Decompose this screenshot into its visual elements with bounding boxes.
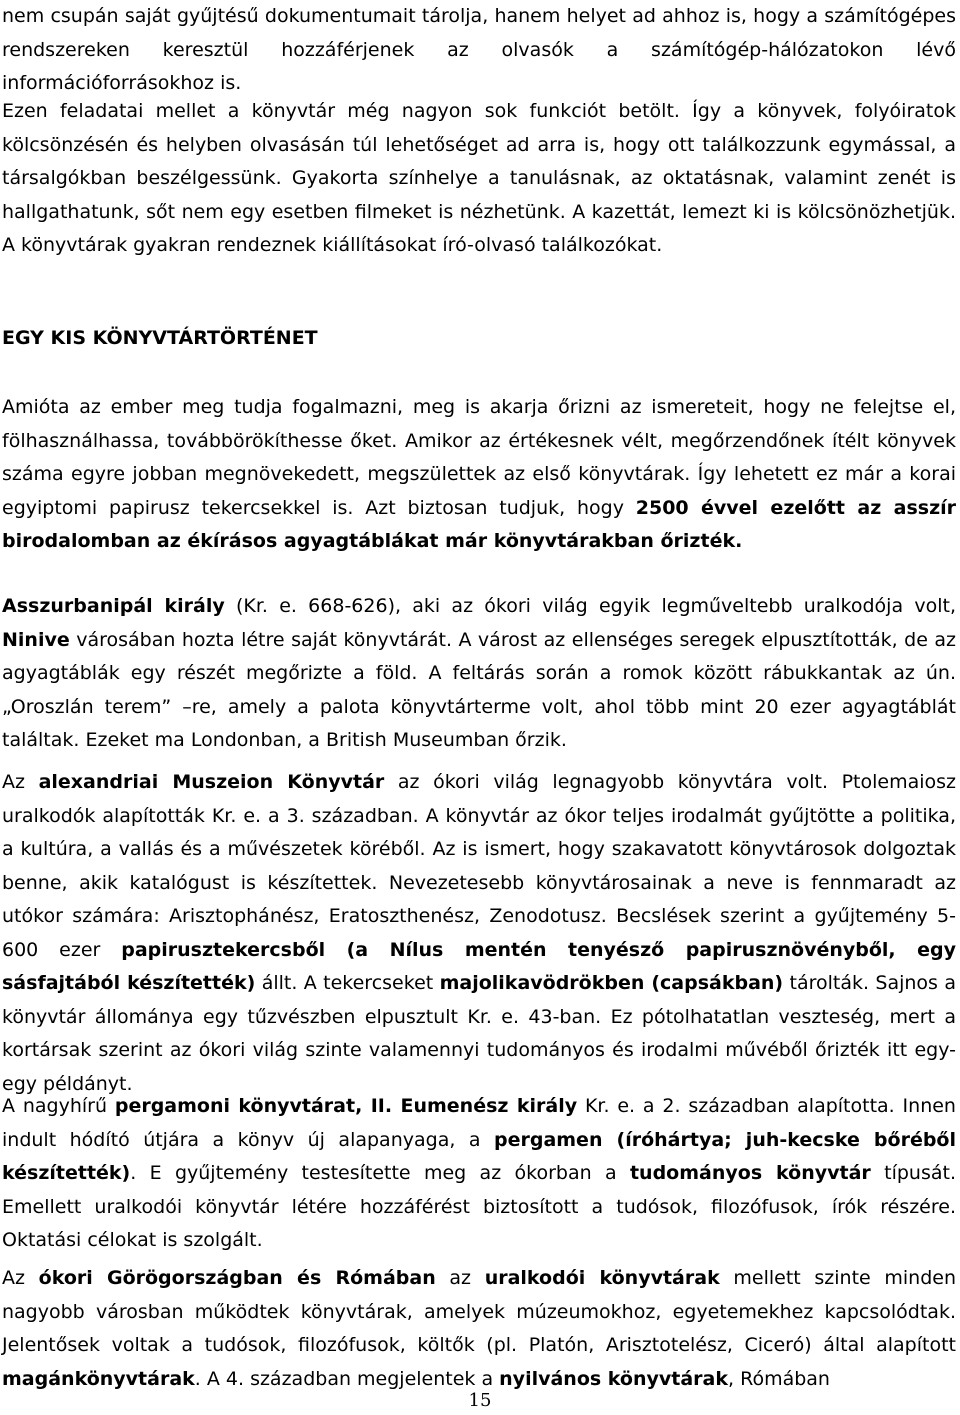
text-segment: városában hozta létre saját könyvtárát. A várost az ellenséges seregek elpusztították, de az agyagtáblák egy részét megőrizte a föld. A feltárás során a romok között rábukkantak az ún. „Oroszlán terem” –re, amely a palota könyvtárterme volt, ahol több mint 20 ezer agyagtáblát találtak. Ezeket ma Londonban, a British Museumban őrzik. (2, 628, 956, 751)
bold-text-segment: uralkodói könyvtárak (484, 1267, 720, 1289)
paragraph-intro (2, 0, 956, 101)
text-segment: típusát. Emellett uralkodói könyvtár létére hozzáférést biztosított a tudósok, filozófusok, írók részére. Oktatási célokat is szolgált. (2, 1162, 956, 1251)
text-segment: , Rómában (728, 1367, 830, 1390)
text-segment: nem csupán saját gyűjtésű dokumentumait tárolja, hanem helyet ad ahhoz is, hogy a számítógépes rendszereken keresztül hozzáférjenek az olvasók a számítógép-hálózatokon lévő információforrásokhoz is. (2, 5, 956, 94)
text-segment: az (435, 1267, 485, 1289)
bold-text-segment: Ninive (2, 628, 70, 651)
bold-text-segment: Asszurbanipál király (2, 595, 225, 617)
text-segment: Az (2, 1267, 39, 1289)
text-segment: Amióta az ember meg tudja fogalmazni, meg is akarja őrizni az ismereteit, hogy ne felejtse el, fölhasználhassa, továbbörökíthesse őket. Amikor az értékesnek vélt, megőrzendőnek ítélt könyvek száma egyre jobban megnövekedett, megszülettek az első könyvtárak. Így lehetett ez már a korai egyiptomi papirusz tekercsekkel is. Azt biztosan tudjuk, hogy (2, 396, 956, 519)
section-heading: EGY KIS KÖNYVTÁRTÖRTÉNET (2, 327, 318, 349)
paragraph-assurbanipal (2, 590, 956, 758)
text-segment: állt. A tekercseket (255, 972, 440, 994)
text-segment: az ókori világ legnagyobb könyvtára volt. Ptolemaiosz uralkodók alapították Kr. e. a 3. században. A könyvtár az ókor teljes irodalmát gyűjtötte a politika, a kultúra, a vallás és a művészetek köréből. Az is ismert, hogy szakavatott könyvtárosok dolgoztak benne, akik katalógust is készítettek. Nevezetesebb könyvtárosainak a neve is fennmaradt az utókor számára: Arisztophánész, Eratoszthenész, Zenodotusz. Becslések szerint a gyűjtemény 5-600 ezer (2, 771, 957, 961)
paragraph-greece-rome (2, 1262, 956, 1396)
paragraph-history (2, 391, 956, 559)
text-segment: (Kr. e. 668-626), aki az ókori világ egyik legműveltebb uralkodója volt, (224, 595, 956, 617)
bold-text-segment: tudományos könyvtár (629, 1162, 871, 1184)
text-segment: . E gyűjtemény testesítette meg az ókorban a (130, 1162, 630, 1184)
bold-text-segment: majolikavödrökben (capsákban) (439, 972, 784, 994)
text-segment: A nagyhírű (2, 1095, 115, 1117)
bold-text-segment: pergamoni könyvtárat, II. Eumenész király (114, 1095, 578, 1117)
bold-text-segment: alexandriai Muszeion Könyvtár (38, 771, 385, 793)
page-number: 15 (468, 1390, 492, 1411)
text-segment: tárolták. Sajnos a könyvtár állománya egy tűzvészben elpusztult Kr. e. 43-ban. Ez pótolhatatlan veszteség, mert a kortársak szerint az ókori világ szinte valamennyi tudományos és irodalmi művéből őrizték itt egy-egy példányt. (2, 972, 956, 1095)
paragraph-functions (2, 95, 956, 263)
text-segment: Az (2, 771, 39, 793)
bold-text-segment: ókori Görögországban és Rómában (38, 1267, 436, 1289)
text-segment: Kr. e. a 2. században alapította. Innen indult hódító útjára a könyv új alapanyaga, a (2, 1095, 956, 1151)
bold-text-segment: nyilvános könyvtárak (499, 1367, 729, 1390)
paragraph-alexandria (2, 766, 956, 1101)
text-segment: mellett szinte minden nagyobb városban működtek könyvtárak, amelyek múzeumokhoz, egyetemekhez kapcsolódtak. Jelentősek voltak a tudósok, filozófusok, költők (pl. Platón, Arisztotelész, Ciceró) által alapított (2, 1267, 956, 1356)
bold-text-segment: magánkönyvtárak (2, 1367, 195, 1390)
bold-text-segment: pergamen (íróhártya; juh-kecske bőréből készítették) (2, 1128, 956, 1184)
bold-text-segment: papirusztekercsből (a Nílus mentén tenyésző papirusznövényből, egy sásfajtából készítették) (2, 938, 956, 994)
bold-text-segment: 2500 évvel ezelőtt az asszír birodalomban az ékírásos agyagtáblákat már könyvtárakban őrizték. (2, 496, 957, 552)
paragraph-pergamon (2, 1090, 956, 1258)
text-segment: . A 4. században megjelentek a (194, 1367, 500, 1390)
text-segment: Ezen feladatai mellet a könyvtár még nagyon sok funkciót betölt. Így a könyvek, folyóiratok kölcsönzésén és helyben olvasásán túl lehetőséget ad arra is, hogy ott találkozzunk egymással, a társalgókban beszélgessünk. Gyakorta színhelye a tanulásnak, az oktatásnak, valamint zenét is hallgathatunk, sőt nem egy esetben filmeket is nézhetünk. A kazettát, lemezt ki is kölcsönözhetjük. A könyvtárak gyakran rendeznek kiállításokat író-olvasó találkozókat. (2, 100, 956, 256)
